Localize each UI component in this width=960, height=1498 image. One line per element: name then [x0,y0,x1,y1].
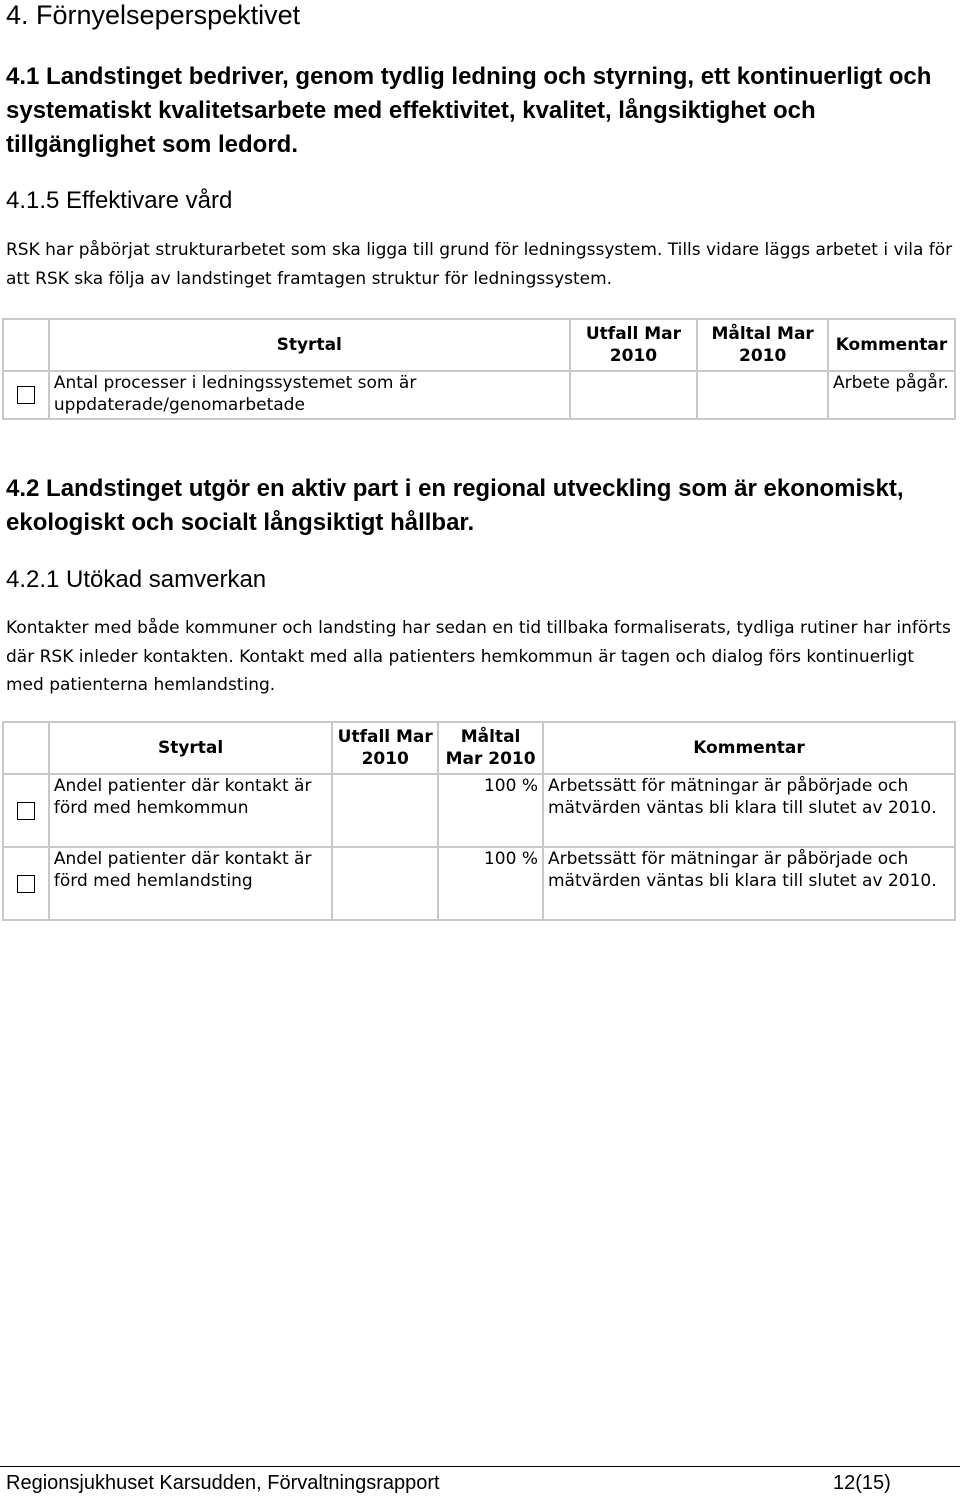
row-maltal [697,371,828,419]
row-utfall [332,847,438,920]
goal-1-heading: 4.1 Landstinget bedriver, genom tydlig ledning och styrning, ett kontinuerligt och systematiskt kvalitetsarbete med effektivitet, kvalitet, långsiktighet och tillgänglighet som ledord. [6,63,932,158]
table-row [3,371,955,419]
kpi-table-2 [2,721,956,921]
goal-1-subheading: 4.1.5 Effektivare vård [6,187,233,214]
checkbox[interactable] [17,875,35,893]
footer-title: Regionsjukhuset Karsudden, Förvaltningsrapport [6,1472,440,1494]
page-number: 12(15) [833,1472,891,1494]
header-utfall: Utfall Mar 2010 [570,319,698,371]
goal-2-subheading: 4.2.1 Utökad samverkan [6,566,267,593]
table-row [3,847,955,920]
row-kommentar: Arbete pågår. [828,371,955,419]
row-styrtal: Andel patienter där kontakt är förd med hemkommun [49,774,332,847]
header-maltal: Måltal Mar 2010 [697,319,828,371]
row-kommentar: Arbetssätt för mätningar är påbörjade och mätvärden väntas bli klara till slutet av 2010. [543,774,955,847]
header-styrtal: Styrtal [49,319,570,371]
section-heading: 4. Förnyelseperspektivet [6,0,301,30]
row-maltal: 100 % [438,847,543,920]
goal-2-paragraph: Kontakter med både kommuner och landsting har sedan en tid tillbaka formaliserats, tydliga rutiner har införts där RSK inleder kontakten. Kontakt med alla patienters hemkommun är tagen och dialog förs kontinuerligt med patienterna hemlandsting. [6,618,951,695]
table-row [3,774,955,847]
kpi-table-1 [2,318,956,420]
row-kommentar: Arbetssätt för mätningar är påbörjade och mätvärden väntas bli klara till slutet av 2010. [543,847,955,920]
header-styrtal: Styrtal [49,722,332,774]
row-styrtal: Antal processer i ledningssystemet som är uppdaterade/genomarbetade [49,371,570,419]
header-kommentar: Kommentar [828,319,955,371]
header-maltal: Måltal Mar 2010 [438,722,543,774]
row-utfall [332,774,438,847]
header-utfall: Utfall Mar 2010 [332,722,438,774]
header-kommentar: Kommentar [543,722,955,774]
row-utfall [570,371,698,419]
goal-2-heading: 4.2 Landstinget utgör en aktiv part i en regional utveckling som är ekonomiskt, ekologiskt och socialt långsiktigt hållbar. [6,475,904,536]
goal-1-paragraph: RSK har påbörjat strukturarbetet som ska ligga till grund för ledningssystem. Tills vidare läggs arbetet i vila för att RSK ska följa av landstinget framtagen struktur för ledningssystem. [6,240,953,289]
checkbox[interactable] [17,802,35,820]
checkbox[interactable] [17,386,35,404]
row-styrtal: Andel patienter där kontakt är förd med hemlandsting [49,847,332,920]
footer-divider [0,1466,960,1467]
row-maltal: 100 % [438,774,543,847]
